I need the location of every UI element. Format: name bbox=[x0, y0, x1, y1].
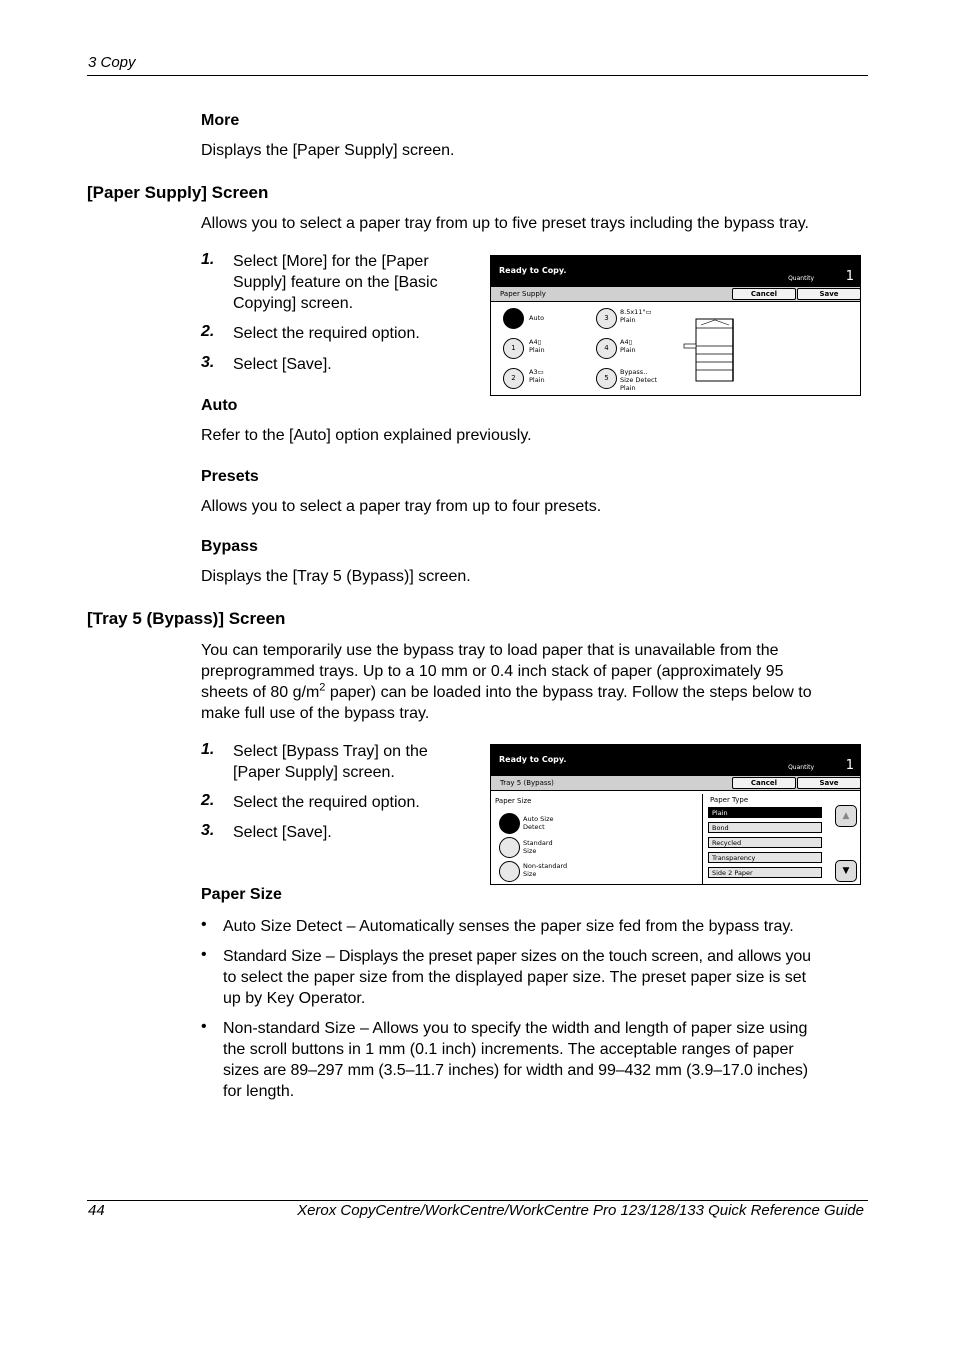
tray-3-label bbox=[620, 308, 652, 324]
presets-heading: Presets bbox=[201, 468, 259, 485]
step-number: 3. bbox=[201, 822, 215, 839]
save-button[interactable]: Save bbox=[797, 288, 861, 300]
title-bar bbox=[491, 775, 860, 791]
intro-line bbox=[201, 682, 868, 703]
option-line: Non-standard bbox=[523, 862, 568, 870]
standard-size-label bbox=[523, 839, 553, 855]
panel-divider bbox=[702, 794, 703, 884]
scroll-down-icon[interactable]: ▼ bbox=[835, 860, 857, 882]
paper-size-label: Paper Size bbox=[495, 797, 532, 805]
step-number: 1. bbox=[201, 741, 215, 758]
tray5-screenshot bbox=[490, 744, 861, 885]
save-button[interactable]: Save bbox=[797, 777, 861, 789]
bullet-text bbox=[223, 1018, 868, 1102]
screen-title: Paper Supply bbox=[500, 290, 546, 298]
bullet-line: sizes are 89–297 mm (3.5–11.7 inches) for width and 99–432 mm (3.9–17.0 inches) bbox=[223, 1062, 809, 1079]
non-standard-size-button[interactable] bbox=[499, 861, 520, 882]
tray-4-button[interactable]: 4 bbox=[596, 338, 617, 359]
step-number: 2. bbox=[201, 323, 215, 340]
step-line: Copying] screen. bbox=[233, 295, 354, 312]
bullet-line: Auto Size Detect – Automatically senses the paper size fed from the bypass tray. bbox=[223, 918, 794, 935]
bypass-text: Displays the [Tray 5 (Bypass)] screen. bbox=[201, 568, 471, 585]
step-line: [Paper Supply] screen. bbox=[233, 764, 395, 781]
step-text: Select the required option. bbox=[233, 325, 420, 342]
option-line: Size Detect bbox=[620, 376, 658, 384]
more-heading: More bbox=[201, 112, 240, 129]
status-bar bbox=[491, 745, 860, 775]
bullet-line: Non-standard Size – Allows you to specify the width and length of paper size using bbox=[223, 1020, 808, 1037]
guide-title: Xerox CopyCentre/WorkCentre/WorkCentre Pro 123/128/133 Quick Reference Guide bbox=[297, 1202, 864, 1219]
ready-message: Ready to Copy. bbox=[499, 266, 567, 275]
auto-text: Refer to the [Auto] option explained previously. bbox=[201, 427, 532, 444]
option-line: Size bbox=[523, 870, 537, 878]
intro-line: preprogrammed trays. Up to a 10 mm or 0.4 inch stack of paper (approximately 95 bbox=[201, 663, 784, 680]
step-text bbox=[233, 251, 438, 314]
step-text: Select [Save]. bbox=[233, 824, 332, 841]
option-line: Plain bbox=[620, 316, 636, 324]
option-line: A4▯ bbox=[620, 338, 633, 346]
copier-diagram-icon bbox=[681, 316, 741, 386]
intro-text: sheets of 80 g/m bbox=[201, 684, 320, 701]
superscript: 2 bbox=[319, 681, 326, 694]
header-rule bbox=[87, 75, 868, 76]
quantity-value: 1 bbox=[845, 758, 854, 773]
paper-supply-intro: Allows you to select a paper tray from up to five preset trays including the bypass tray. bbox=[201, 215, 809, 232]
option-line: Standard bbox=[523, 839, 553, 847]
auto-size-detect-button[interactable] bbox=[499, 813, 520, 834]
paper-size-heading: Paper Size bbox=[201, 886, 282, 903]
tray-4-label bbox=[620, 338, 636, 354]
title-bar bbox=[491, 286, 860, 302]
bullet-icon: • bbox=[201, 1018, 207, 1035]
screen-title: Tray 5 (Bypass) bbox=[500, 779, 554, 787]
step-number: 2. bbox=[201, 792, 215, 809]
tray-5-button[interactable]: 5 bbox=[596, 368, 617, 389]
bullet-line: to select the paper size from the displayed paper size. The preset paper size is set bbox=[223, 969, 807, 986]
option-line: Plain bbox=[529, 346, 545, 354]
cancel-button[interactable]: Cancel bbox=[732, 777, 796, 789]
paper-type-plain[interactable]: Plain bbox=[708, 807, 822, 818]
tray-1-label bbox=[529, 338, 545, 354]
option-line: Bypass.. bbox=[620, 368, 648, 376]
bullet-line: the scroll buttons in 1 mm (0.1 inch) increments. The acceptable ranges of paper bbox=[223, 1041, 794, 1058]
step-line: Supply] feature on the [Basic bbox=[233, 274, 438, 291]
bullet-line: up by Key Operator. bbox=[223, 990, 366, 1007]
status-bar bbox=[491, 256, 860, 286]
paper-type-transparency[interactable]: Transparency bbox=[708, 852, 822, 863]
option-line: Plain bbox=[529, 376, 545, 384]
bullet-text bbox=[223, 916, 868, 937]
option-line: Detect bbox=[523, 823, 545, 831]
step-line: Select [Bypass Tray] on the bbox=[233, 743, 428, 760]
bullet-icon: • bbox=[201, 946, 207, 963]
paper-type-recycled[interactable]: Recycled bbox=[708, 837, 822, 848]
paper-supply-screenshot bbox=[490, 255, 861, 396]
quantity-label: Quantity bbox=[788, 764, 814, 771]
bypass-heading: Bypass bbox=[201, 538, 258, 555]
intro-text: paper) can be loaded into the bypass tray. Follow the steps below to bbox=[325, 684, 812, 701]
intro-line: You can temporarily use the bypass tray to load paper that is unavailable from the bbox=[201, 642, 779, 659]
option-line: Plain bbox=[620, 384, 636, 392]
option-line: A4▯ bbox=[529, 338, 542, 346]
cancel-button[interactable]: Cancel bbox=[732, 288, 796, 300]
bullet-line: Standard Size – Displays the preset paper sizes on the touch screen, and allows you bbox=[223, 948, 811, 965]
tray5-heading: [Tray 5 (Bypass)] Screen bbox=[87, 609, 286, 628]
standard-size-button[interactable] bbox=[499, 837, 520, 858]
paper-type-label: Paper Type bbox=[710, 796, 749, 804]
option-line: Auto bbox=[529, 314, 545, 322]
presets-text: Allows you to select a paper tray from up to four presets. bbox=[201, 498, 602, 515]
non-standard-size-label bbox=[523, 862, 567, 878]
option-line: 8.5x11"▭ bbox=[620, 308, 652, 316]
tray-1-button[interactable]: 1 bbox=[503, 338, 524, 359]
option-line: Size bbox=[523, 847, 537, 855]
step-number: 1. bbox=[201, 251, 215, 268]
step-number: 3. bbox=[201, 354, 215, 371]
option-line: Auto Size bbox=[523, 815, 554, 823]
footer-rule bbox=[87, 1200, 868, 1201]
intro-line: make full use of the bypass tray. bbox=[201, 705, 430, 722]
tray-3-button[interactable]: 3 bbox=[596, 308, 617, 329]
tray5-intro bbox=[201, 640, 868, 724]
ready-message: Ready to Copy. bbox=[499, 755, 567, 764]
step-text: Select the required option. bbox=[233, 794, 420, 811]
step-text: Select [Save]. bbox=[233, 356, 332, 373]
auto-heading: Auto bbox=[201, 397, 238, 414]
quantity-label: Quantity bbox=[788, 275, 814, 282]
option-line: Plain bbox=[620, 346, 636, 354]
quantity-value: 1 bbox=[845, 269, 854, 284]
page-number: 44 bbox=[88, 1202, 105, 1219]
more-text: Displays the [Paper Supply] screen. bbox=[201, 142, 455, 159]
bullet-text bbox=[223, 946, 868, 1009]
tray-2-button[interactable]: 2 bbox=[503, 368, 524, 389]
option-line: A3▭ bbox=[529, 368, 544, 376]
tray-5-label bbox=[620, 368, 657, 392]
tray-auto-button[interactable] bbox=[503, 308, 524, 329]
chapter-header: 3 Copy bbox=[88, 54, 136, 71]
paper-type-side2[interactable]: Side 2 Paper bbox=[708, 867, 822, 878]
auto-size-detect-label bbox=[523, 815, 554, 831]
step-line: Select [More] for the [Paper bbox=[233, 253, 429, 270]
bullet-icon: • bbox=[201, 916, 207, 933]
paper-type-bond[interactable]: Bond bbox=[708, 822, 822, 833]
step-text bbox=[233, 741, 428, 783]
scroll-up-icon[interactable]: ▲ bbox=[835, 805, 857, 827]
bullet-line: for length. bbox=[223, 1083, 295, 1100]
tray-auto-label bbox=[529, 314, 544, 322]
paper-supply-heading: [Paper Supply] Screen bbox=[87, 183, 269, 202]
tray-2-label bbox=[529, 368, 545, 384]
